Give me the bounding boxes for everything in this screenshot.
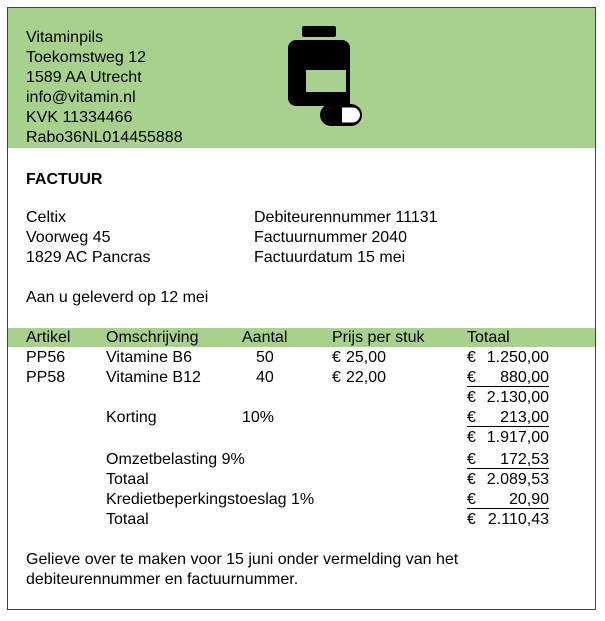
customer-street: Voorweg 45: [26, 229, 111, 246]
discount-amount: [467, 408, 549, 428]
total-value: 2.089,53: [486, 471, 549, 488]
row-total: [467, 368, 549, 388]
invoice-number: Factuurnummer 2040: [254, 229, 407, 246]
invoice-date: Factuurdatum 15 mei: [254, 249, 406, 266]
column-header-price: Prijs per stuk: [332, 329, 425, 346]
row-total-value: 1.250,00: [486, 349, 549, 366]
payment-note-line-2: debiteurennummer en factuurnummer.: [26, 571, 299, 588]
grand-total-currency: €: [467, 511, 476, 528]
subtotal-currency: €: [467, 389, 476, 406]
company-postal-city: 1589 AA Utrecht: [26, 69, 142, 86]
invoice-title: FACTUUR: [26, 171, 103, 188]
total-amount: [467, 470, 549, 490]
row-total-currency: €: [467, 369, 476, 386]
vat-value: 172,53: [500, 451, 549, 468]
subtotal-value: 2.130,00: [486, 389, 549, 406]
vat-currency: €: [467, 451, 476, 468]
row-quantity: 50: [256, 349, 274, 366]
discount-percent: 10%: [242, 409, 275, 426]
row-price: 22,00: [346, 369, 387, 386]
credit-surcharge-amount: [467, 490, 549, 510]
medicine-bottle-and-pill-icon: [288, 26, 368, 130]
vat-label: Omzetbelasting 9%: [106, 451, 245, 468]
column-header-quantity: Aantal: [242, 329, 288, 346]
grand-total-amount: [467, 510, 549, 530]
row-article: PP58: [26, 369, 66, 386]
credit-surcharge-currency: €: [467, 491, 476, 508]
customer-name: Celtix: [26, 209, 67, 226]
grand-total-value: 2.110,43: [487, 511, 549, 528]
company-address: [26, 28, 183, 148]
discount-label: Korting: [106, 409, 157, 426]
company-email: info@vitamin.nl: [26, 89, 136, 106]
discount-currency: €: [467, 409, 476, 426]
debtor-number: Debiteurennummer 11131: [254, 209, 438, 226]
after-discount-value: 1.917,00: [486, 429, 549, 446]
after-discount-amount: [467, 428, 549, 448]
row-description: Vitamine B6: [106, 349, 192, 366]
credit-surcharge-value: 20,90: [508, 491, 549, 508]
company-kvk: KVK 11334466: [26, 109, 133, 126]
row-total: [467, 348, 549, 368]
company-bank: Rabo36NL014455888: [26, 129, 183, 146]
row-quantity: 40: [256, 369, 274, 386]
after-discount-currency: €: [467, 429, 476, 446]
total-label: Totaal: [106, 471, 149, 488]
credit-surcharge-label: Kredietbeperkingstoeslag 1%: [106, 491, 315, 508]
row-total-value: 880,00: [500, 369, 549, 386]
row-total-currency: €: [467, 349, 476, 366]
row-description: Vitamine B12: [106, 369, 201, 386]
company-street: Toekomstweg 12: [26, 49, 147, 66]
delivery-note: Aan u geleverd op 12 mei: [26, 289, 209, 306]
discount-value: 213,00: [500, 409, 549, 426]
payment-note-line-1: Gelieve over te maken voor 15 juni onder vermelding van het: [26, 551, 459, 568]
column-header-total: Totaal: [467, 329, 510, 346]
grand-total-label: Totaal: [106, 511, 149, 528]
company-name: Vitaminpils: [26, 29, 104, 46]
row-price-currency: €: [332, 369, 341, 386]
column-header-description: Omschrijving: [106, 329, 199, 346]
total-currency: €: [467, 471, 476, 488]
customer-postal-city: 1829 AC Pancras: [26, 249, 151, 266]
row-price: 25,00: [346, 349, 387, 366]
column-header-article: Artikel: [26, 329, 71, 346]
subtotal-amount: [467, 388, 549, 408]
vat-amount: [467, 450, 549, 470]
row-article: PP56: [26, 349, 66, 366]
row-price-currency: €: [332, 349, 341, 366]
